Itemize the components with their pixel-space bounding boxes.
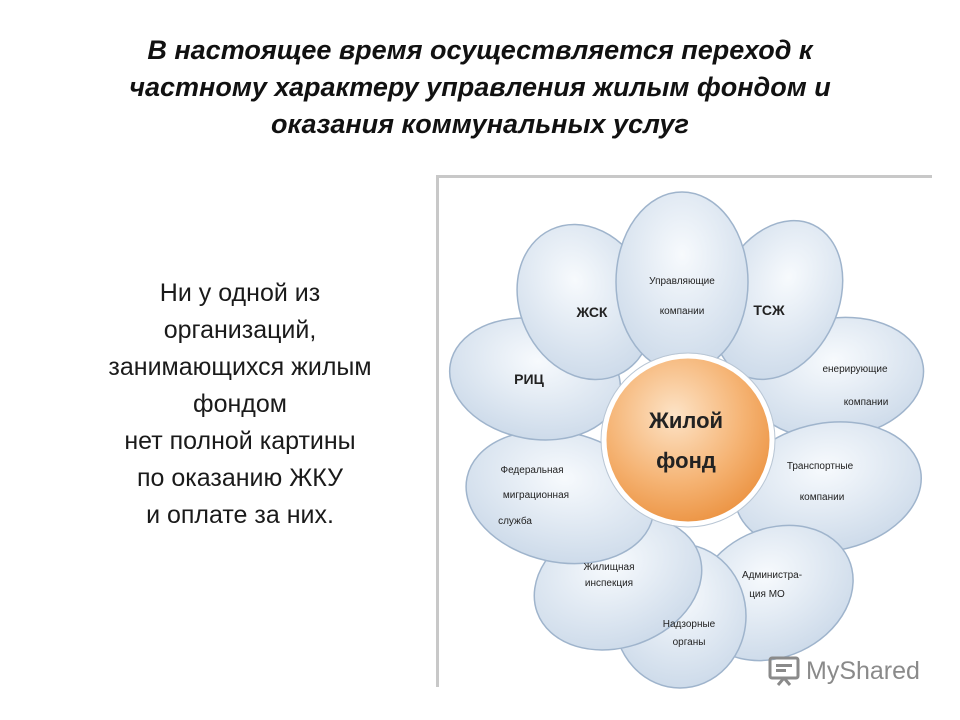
body-line-3: занимающихся жилым [108, 353, 372, 381]
center-circle [604, 356, 772, 524]
label-transp-1: Транспортные [786, 461, 854, 472]
center-label-line-2: фонд [656, 448, 716, 473]
body-line-2: организаций, [163, 316, 317, 344]
watermark [768, 656, 920, 686]
label-fms-2: миграционная [502, 490, 570, 501]
label-zhilinsp-2: инспекция [584, 578, 634, 589]
presentation-board-icon [768, 656, 802, 686]
label-fms-1: Федеральная [500, 465, 564, 476]
label-tszh: ТСЖ [753, 302, 785, 318]
watermark-text: MyShared [806, 656, 920, 685]
label-admin-1: Администра- [741, 570, 803, 581]
body-line-1: Ни у одной из [159, 279, 321, 307]
label-upravl-2: компании [659, 306, 705, 317]
title-line-1: В настоящее время осуществляется переход к [147, 35, 813, 65]
label-zhilinsp-1: Жилищная [583, 562, 635, 573]
label-gener-1: енерирующие [822, 364, 888, 375]
title-line-2: частному характеру управления жилым фондом и [129, 72, 831, 102]
title-line-3: оказания коммунальных услуг [271, 109, 689, 139]
body-line-5: нет полной картины [124, 427, 356, 455]
label-gener-2: компании [843, 397, 889, 408]
label-nadzor-1: Надзорные [662, 619, 716, 630]
label-admin-2: ция МО [749, 589, 785, 600]
body-line-4: фондом [193, 390, 287, 418]
body-line-7: и оплате за них. [146, 501, 334, 529]
body-line-6: по оказанию ЖКУ [136, 464, 344, 492]
label-ric: РИЦ [514, 371, 544, 387]
label-zhsk: ЖСК [576, 304, 608, 320]
center-label-line-1: Жилой [648, 408, 724, 433]
label-upravl-1: Управляющие [649, 276, 715, 287]
label-nadzor-2: органы [672, 637, 706, 648]
label-fms-3: служба [498, 516, 532, 527]
label-transp-2: компании [799, 492, 845, 503]
